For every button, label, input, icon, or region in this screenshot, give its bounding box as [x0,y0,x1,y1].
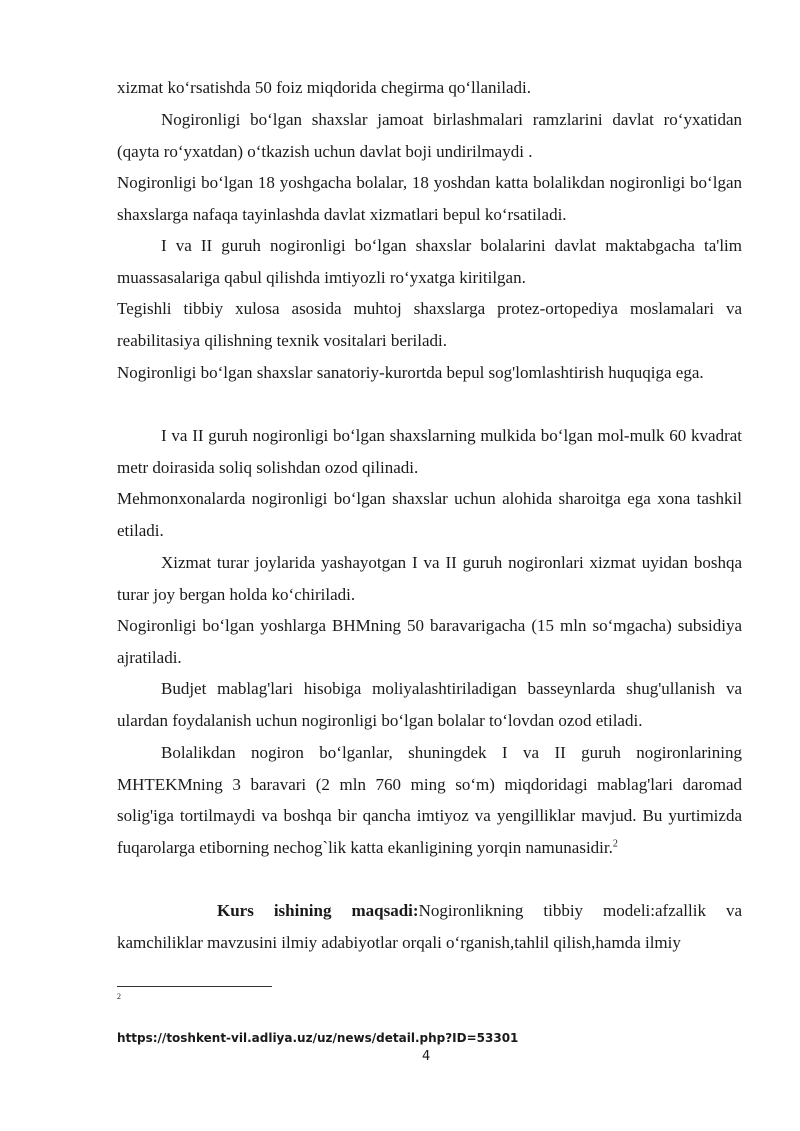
goal-text: Nogironlikning tibbiy modeli:afzallik va kamchiliklar mavzusini ilmiy adabiyotlar orqali o‘rganish,tahlil qilish,hamda ilmiy [117,901,743,952]
page-number: 4 [422,1049,431,1064]
income-tax-text: Bolalikdan nogiron bo‘lganlar, shuningdek I va II guruh nogironlarining MHTEKMning 3 baravari (2 mln 760 ming so‘m) miqdoridagi mablag'lari daromad solig'iga tortilmaydi va boshqa bir qancha imtiyoz va yengilliklar mavjud. Bu yurtimizda fuqarolarga etiborning nechog`lik katta ekanligining yorqin namunasidir. [117,743,742,857]
paragraph-discount: xizmat ko‘rsatishda 50 foiz miqdorida chegirma qo‘llaniladi. [117,78,532,97]
paragraph-pools: Budjet mablag'lari hisobiga moliyalashtiriladigan basseynlarda shug'ullanish va ulardan foydalanish uchun nogironligi bo‘lgan bolalar to‘lovdan ozod etiladi. [117,679,742,730]
paragraph-sanatorium: Nogironligi bo‘lgan shaxslar sanatoriy-kurortda bepul sog'lomlashtirish huquqiga ega. [117,363,704,382]
paragraph-preschool: I va II guruh nogironligi bo‘lgan shaxslar bolalarini davlat maktabgacha ta'lim muassasalariga qabul qilishda imtiyozli ro‘yxatga kiritilgan. [117,236,742,287]
footnote-url: https://toshkent-vil.adliya.uz/uz/news/detail.php?ID=53301 [117,1031,519,1045]
paragraph-allowance: Nogironligi bo‘lgan 18 yoshgacha bolalar, 18 yoshdan katta bolalikdan nogironligi bo‘lgan shaxslarga nafaqa tayinlashda davlat xizmatlari bepul ko‘rsatiladi. [117,173,742,224]
paragraph-prosthetics: Tegishli tibbiy xulosa asosida muhtoj shaxslarga protez-ortopediya moslamalari va reabilitasiya qilishning texnik vositalari beriladi. [117,299,742,350]
goal-label: Kurs ishining maqsadi: [217,901,419,920]
footnote-reference: 2 [612,838,618,850]
paragraph-state-duty: Nogironligi bo‘lgan shaxslar jamoat birlashmalari ramzlarini davlat ro‘yxatidan (qayta ro‘yxatdan) o‘tkazish uchun davlat boji undirilmaydi . [117,110,742,161]
paragraph-income-tax [117,737,742,863]
paragraph-property-tax: I va II guruh nogironligi bo‘lgan shaxslarning mulkida bo‘lgan mol-mulk 60 kvadrat metr doirasida soliq solishdan ozod qilinadi. [117,426,742,477]
footnote-number: 2 [117,992,121,1001]
paragraph-subsidy: Nogironligi bo‘lgan yoshlarga BHMning 50 baravarigacha (15 mln so‘mgacha) subsidiya ajratiladi. [117,616,742,667]
footnote-divider [117,986,272,987]
paragraph-hotels: Mehmonxonalarda nogironligi bo‘lgan shaxslar uchun alohida sharoitga ega xona tashkil etiladi. [117,489,742,540]
paragraph-course-goal [117,895,742,958]
paragraph-housing: Xizmat turar joylarida yashayotgan I va II guruh nogironlari xizmat uyidan boshqa turar joy bergan holda ko‘chiriladi. [117,553,742,604]
